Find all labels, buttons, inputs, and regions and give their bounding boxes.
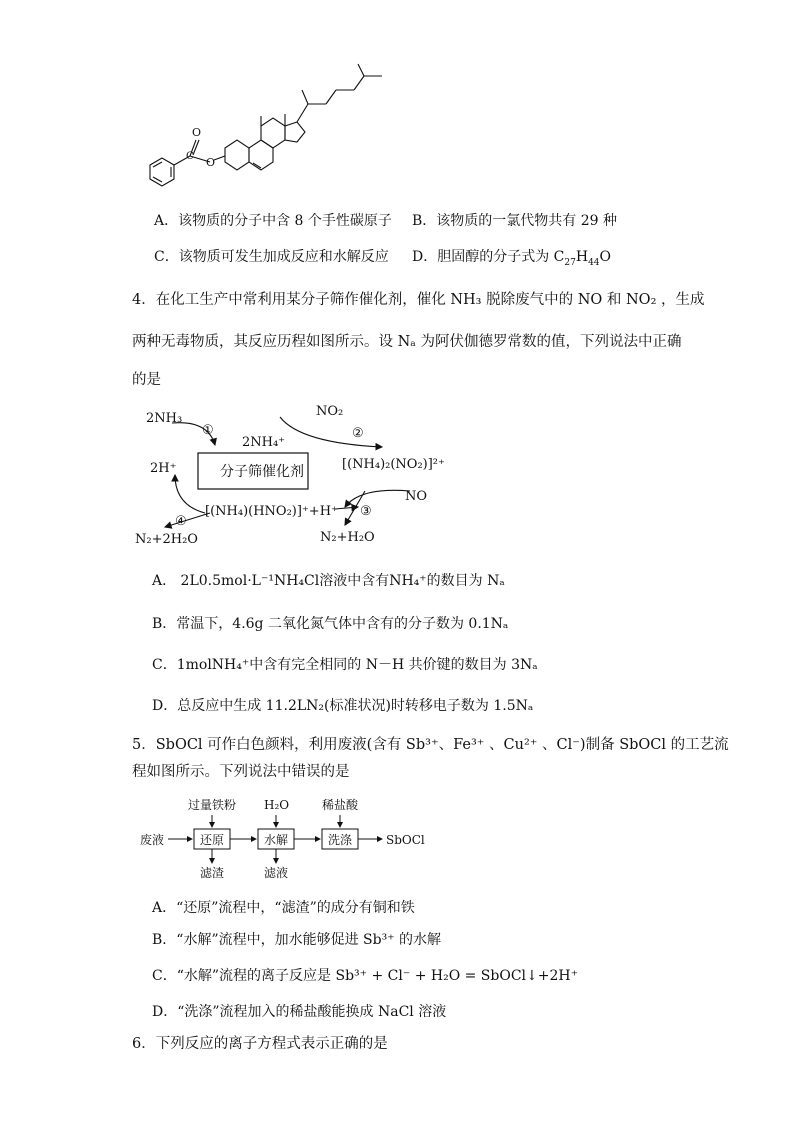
flow-reagent1: 过量铁粉	[188, 798, 237, 812]
q5-option-c: C．“水解”流程的离子反应是 Sb³⁺ + Cl⁻ + H₂O = SbOCl↓+2H⁺	[152, 968, 578, 984]
step4-label: ④	[175, 514, 187, 529]
q4-option-d: D．总反应中生成 11.2LN₂(标准状况)时转移电子数为 1.5Nₐ	[152, 698, 534, 714]
q6-stem: 6．下列反应的离子方程式表示正确的是	[132, 1036, 388, 1052]
reactant-nh3: 2NH₃	[146, 411, 183, 426]
flow-box1: 还原	[200, 833, 225, 847]
product4-label: N₂+2H₂O	[135, 532, 198, 547]
flow-reagent2: H₂O	[264, 798, 290, 812]
flow-out2: 滤液	[264, 866, 289, 880]
flow-reagent3: 稀盐酸	[322, 798, 359, 812]
q4-stem-line3: 的是	[132, 372, 161, 388]
step3-label: ③	[360, 504, 372, 519]
q4-stem-line1: 4．在化工生产中常利用某分子筛作催化剂，催化 NH₃ 脱除废气中的 NO 和 NO₂ ，生成	[132, 292, 705, 308]
q5-option-d: D．“洗涤”流程加入的稀盐酸能换成 NaCl 溶液	[152, 1004, 447, 1020]
q4-option-a: A． 2L0.5mol·L⁻¹NH₄Cl溶液中含有NH₄⁺的数目为 Nₐ	[152, 573, 505, 589]
intermediate1-label: [(NH₄)₂(NO₂)]²⁺	[342, 457, 445, 472]
q4-option-b: B．常温下，4.6g 二氧化氮气体中含有的分子数为 0.1Nₐ	[152, 616, 509, 632]
flow-input: 废液	[140, 833, 165, 847]
h-plus-label: 2H⁺	[150, 461, 177, 476]
step1-label: ①	[202, 423, 214, 438]
no2-label: NO₂	[316, 404, 344, 419]
svg-text:O: O	[206, 156, 216, 169]
reaction-mechanism-diagram	[120, 395, 460, 555]
step2-label: ②	[352, 426, 364, 441]
nh4-label: 2NH₄⁺	[242, 435, 286, 450]
flow-out1: 滤渣	[200, 866, 225, 880]
no-label: NO	[405, 489, 428, 504]
catalyst-label: 分子筛催化剂	[220, 464, 304, 480]
cholesterol-benzoate-structure	[140, 60, 440, 190]
svg-text:C: C	[186, 151, 194, 162]
product3-label: N₂+H₂O	[320, 530, 375, 545]
q3-option-a: A．该物质的分子中含 8 个手性碳原子	[154, 213, 392, 229]
q4-stem-line2: 两种无毒物质，其反应历程如图所示。设 Nₐ 为阿伏伽德罗常数的值，下列说法中正确	[132, 334, 682, 350]
flow-box2: 水解	[264, 833, 289, 847]
q5-stem-line2: 程如图所示。下列说法中错误的是	[132, 764, 350, 780]
q3-option-c: C．该物质可发生加成反应和水解反应	[154, 249, 389, 265]
q5-option-a: A．“还原”流程中，“滤渣”的成分有铜和铁	[152, 900, 415, 916]
q3-option-b: B．该物质的一氯代物共有 29 种	[412, 213, 618, 229]
q4-option-c: C．1molNH₄⁺中含有完全相同的 N－H 共价键的数目为 3Nₐ	[152, 657, 538, 673]
svg-text:O: O	[192, 126, 202, 139]
q3-option-d: D．胆固醇的分子式为 $C_{27}H_{44}O$	[412, 249, 611, 268]
process-flow-diagram	[140, 793, 440, 888]
q5-stem-line1: 5．SbOCl 可作白色颜料，利用废液(含有 Sb³⁺、Fe³⁺ 、Cu²⁺ 、Cl⁻)制备 SbOCl 的工艺流	[132, 737, 729, 753]
intermediate2-label: [(NH₄)(HNO₂)]⁺+H⁺	[205, 504, 338, 519]
flow-box3: 洗涤	[328, 833, 353, 847]
q5-option-b: B．“水解”流程中，加水能够促进 Sb³⁺ 的水解	[152, 932, 442, 948]
flow-product: SbOCl	[386, 833, 425, 847]
